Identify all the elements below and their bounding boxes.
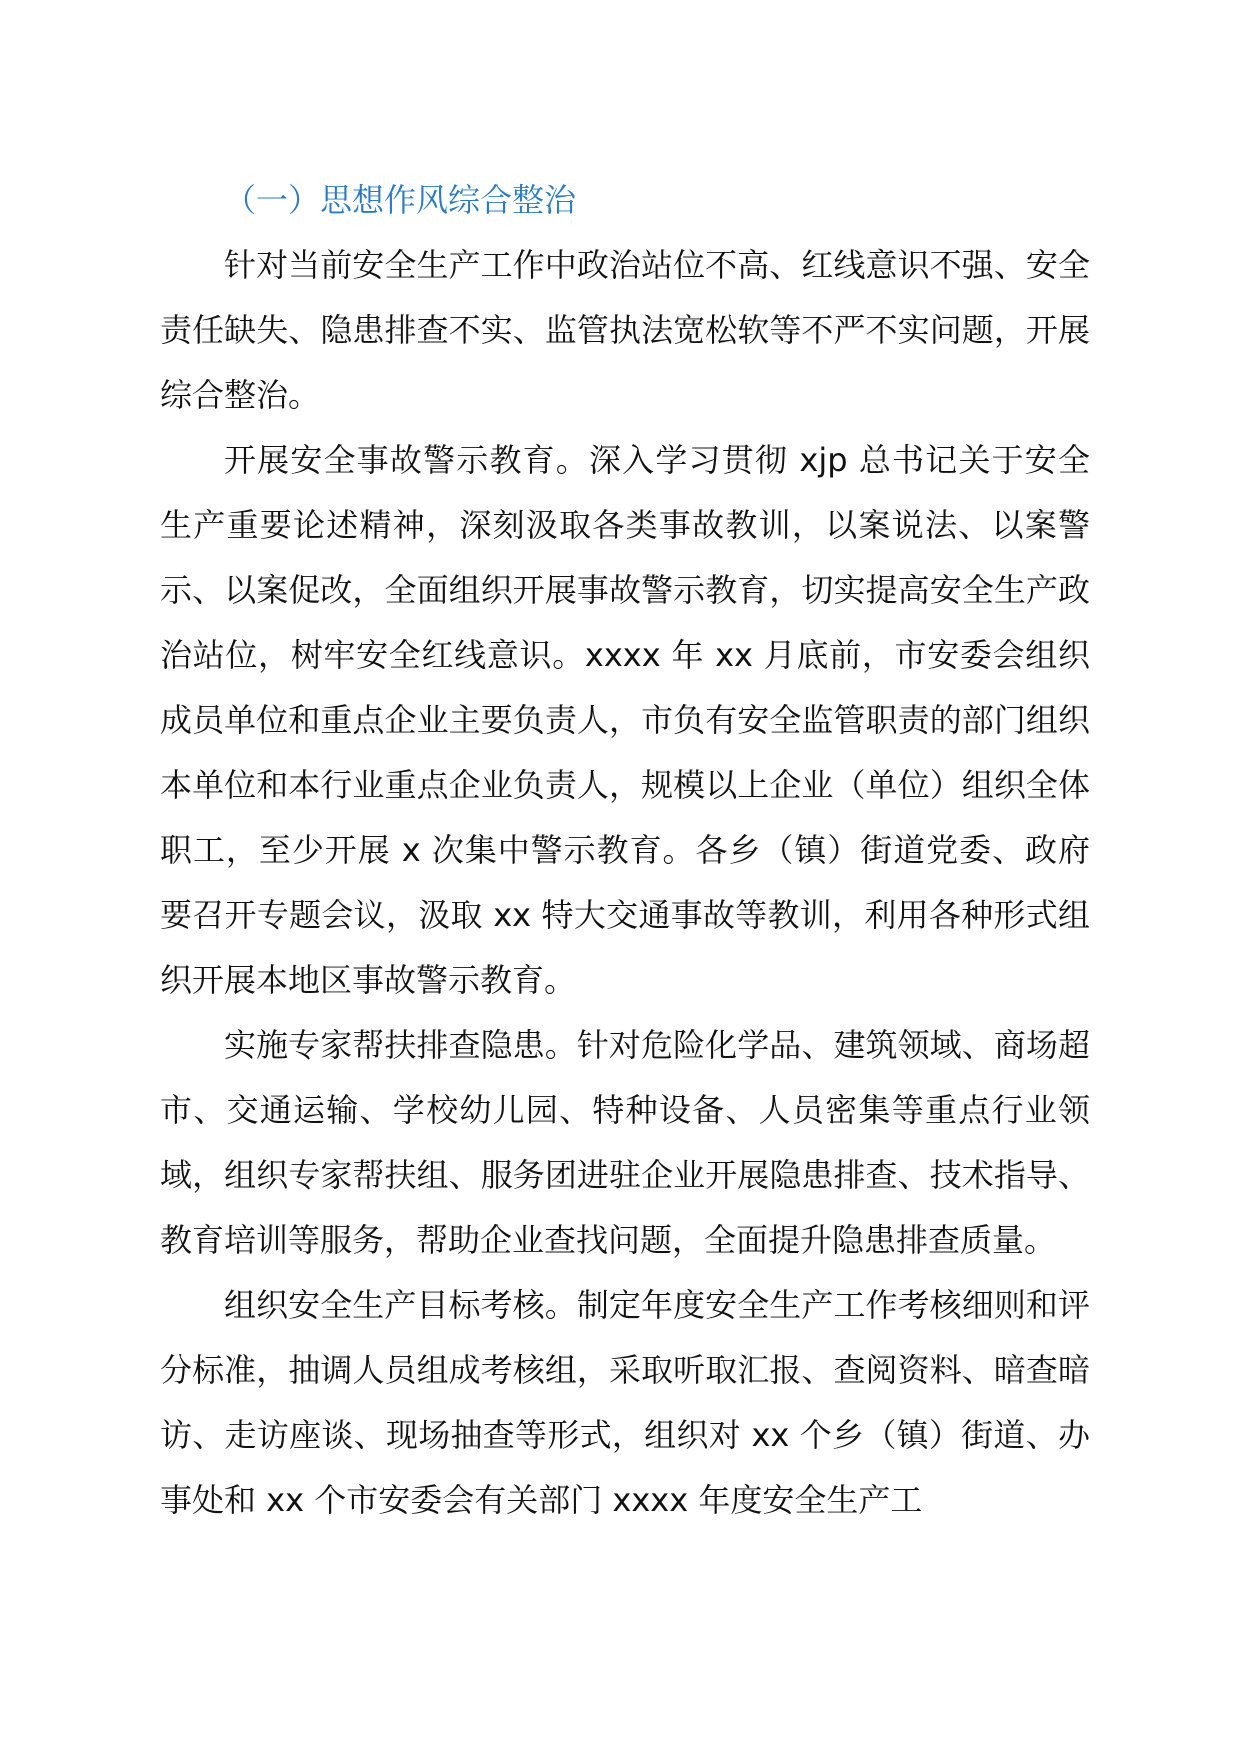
paragraph-expert-assistance: 实施专家帮扶排查隐患。针对危险化学品、建筑领域、商场超市、交通运输、学校幼儿园、特种设备、人员密集等重点行业领域，组织专家帮扶组、服务团进驻企业开展隐患排查、技术指导、教育培训等服务，帮助企业查找问题，全面提升隐患排查质量。 [160,1026,1090,1259]
paragraph-intro: 针对当前安全生产工作中政治站位不高、红线意识不强、安全责任缺失、隐患排查不实、监管执法宽松软等不严不实问题，开展综合整治。 [160,246,1090,414]
paragraph-warning-education: 开展安全事故警示教育。深入学习贯彻 xjp 总书记关于安全生产重要论述精神，深刻汲取各类事故教训，以案说法、以案警示、以案促改，全面组织开展事故警示教育，切实提高安全生产政治站位，树牢安全红线意识。xxxx 年 xx 月底前，市安委会组织成员单位和重点企业主要负责人，市负有安全监管职责的部门组织本单位和本行业重点企业负责人，规模以上企业（单位）组织全体职工，至少开展 x 次集中警示教育。各乡（镇）街道党委、政府要召开专题会议，汲取 xx 特大交通事故等教训，利用各种形式组织开展本地区事故警示教育。 [160,441,1090,999]
document-body [160,168,1090,1533]
section-heading: （一）思想作风综合整治 [224,181,577,219]
paragraph-target-assessment: 组织安全生产目标考核。制定年度安全生产工作考核细则和评分标准，抽调人员组成考核组，采取听取汇报、查阅资料、暗查暗访、走访座谈、现场抽查等形式，组织对 xx 个乡（镇）街道、办事处和 xx 个市安委会有关部门 xxxx 年度安全生产工 [160,1286,1090,1519]
